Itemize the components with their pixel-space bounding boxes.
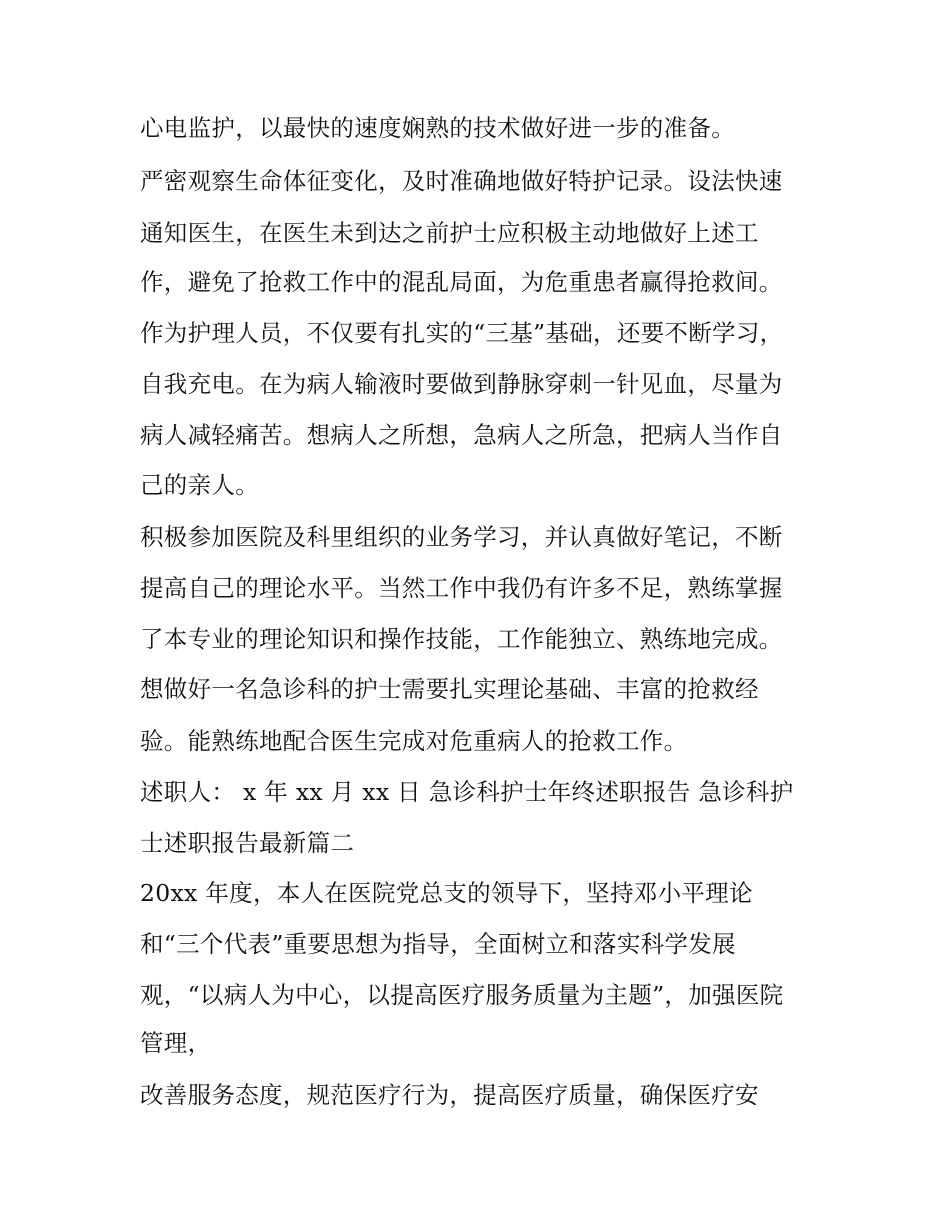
text-line: 严密观察生命体征变化，及时准确地做好特护记录。设法快速 [140,167,783,195]
text-line: 病人减轻痛苦。想病人之所想，急病人之所急，把病人当作自 [140,421,783,449]
text-line: 作为护理人员，不仅要有扎实的“三基”基础，还要不断学习， [140,319,784,347]
text-line: 了本专业的理论知识和操作技能，工作能独立、熟练地完成。 [140,625,783,653]
text-line: 通知医生，在医生未到达之前护士应积极主动地做好上述工 [140,219,759,247]
text-line: 心电监护，以最快的速度娴熟的技术做好进一步的准备。 [140,114,735,142]
text-line: 己的亲人。 [140,471,259,499]
text-line: 作，避免了抢救工作中的混乱局面，为危重患者赢得抢救间。 [140,268,783,296]
text-line: 提高自己的理论水平。当然工作中我仍有许多不足，熟练掌握 [140,574,783,602]
text-line: 想做好一名急诊科的护士需要扎实理论基础、丰富的抢救经 [140,675,759,703]
text-line: 和“三个代表”重要思想为指导，全面树立和落实科学发展 [140,930,736,958]
text-line: 述职人： x 年 xx 月 xx 日 急诊科护士年终述职报告 急诊科护 [140,778,794,806]
text-line: 观，“以病人为中心，以提高医疗服务质量为主题”，加强医院 [140,981,784,1009]
text-line: 士述职报告最新篇二 [140,829,355,857]
text-line: 验。能熟练地配合医生完成对危重病人的抢救工作。 [140,727,688,755]
text-line: 自我充电。在为病人输液时要做到静脉穿刺一针见血，尽量为 [140,370,783,398]
text-line: 改善服务态度，规范医疗行为，提高医疗质量，确保医疗安 [140,1081,759,1109]
text-line: 管理， [140,1029,212,1057]
text-line: 20xx 年度，本人在医院党总支的领导下，坚持邓小平理论 [140,879,753,907]
text-line: 积极参加医院及科里组织的业务学习，并认真做好笔记，不断 [140,523,783,551]
